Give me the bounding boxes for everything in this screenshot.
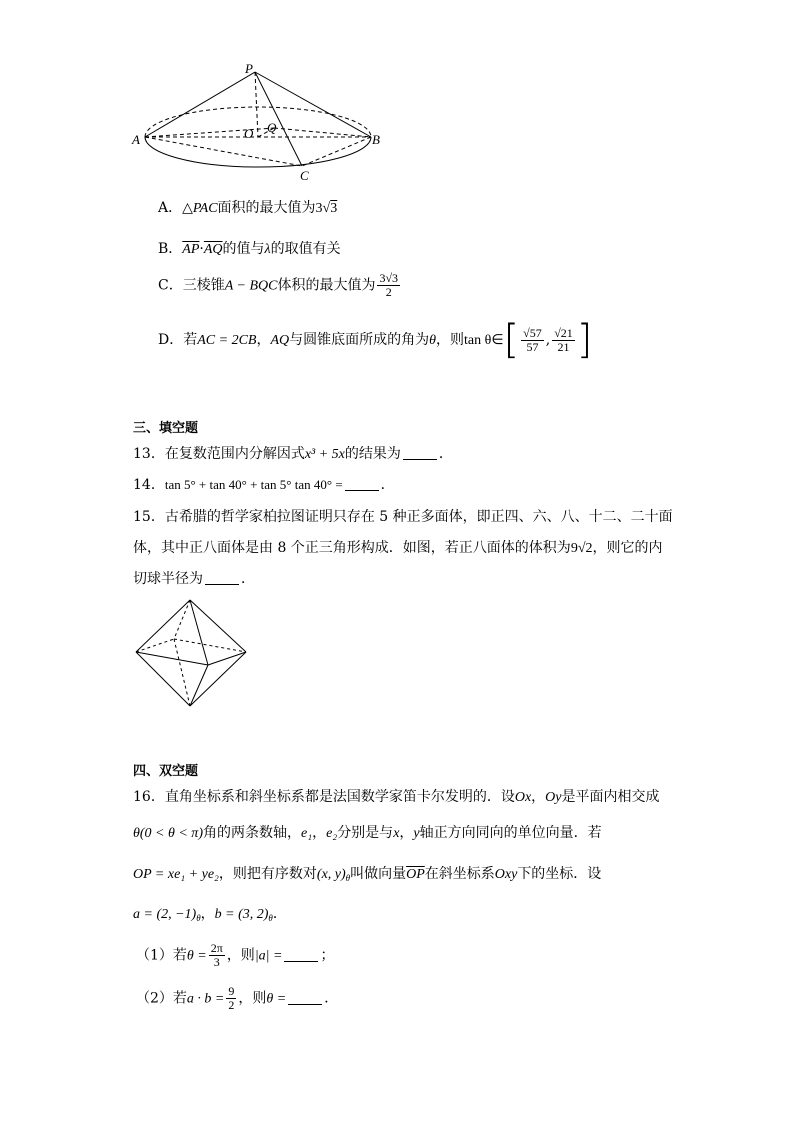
option-a: A．△PAC面积的最大值为3√3	[158, 200, 338, 216]
option-c: C．三棱锥A − BQC体积的最大值为 $\frac{3√3}{2}$	[158, 271, 399, 299]
octahedron-figure	[130, 596, 252, 710]
question-16-line4: a = (2, $-1)_\theta$，b = (3, $2)_\theta$．	[133, 906, 287, 923]
edge-PA	[145, 72, 255, 137]
question-16-part1: （1）若θ = $\frac{2\pi}{3}$ ，则|a| = ；	[136, 941, 335, 969]
question-16-line3: OP = xe₁ + ye₂，则把有序数对(x, $y)_\theta$叫做向量$\overline{OP}$在斜坐标系Oxy下的坐标．设	[133, 866, 602, 883]
label-Q: Q	[267, 120, 277, 135]
option-d: D．若AC = 2CB，AQ与圆锥底面所成的角为θ，则tan θ∈[ $\frac{√57}{57}$ , $\frac{√21}{21}$ ]	[158, 317, 593, 363]
question-15-line3: 切球半径为 ．	[133, 571, 255, 587]
edge-PC	[255, 72, 302, 166]
oct-edge	[136, 600, 190, 652]
answer-blank	[205, 570, 239, 585]
vector-aq: $\overline{AQ}$	[203, 242, 223, 257]
segment-AQ	[145, 128, 274, 137]
oct-hidden-edge	[136, 639, 174, 652]
answer-blank	[403, 445, 437, 460]
question-16-line2: θ(0 < θ < π)角的两条数轴，e₁，e₂分别是与x，y轴正方向同向的单位向量．若	[133, 825, 602, 841]
oct-edge	[190, 600, 246, 652]
label-P: P	[245, 61, 253, 76]
answer-blank	[284, 947, 318, 962]
oct-edge	[190, 600, 208, 665]
option-b: B．$\overline{AP}\cdot\overline{AQ}$的值与λ的取值有关	[158, 241, 341, 257]
question-13: 13．在复数范围内分解因式x³ + 5x的结果为 ．	[133, 446, 453, 462]
answer-blank	[345, 476, 379, 491]
label-B: B	[372, 132, 380, 147]
cone-base-back-dashed-line	[145, 107, 371, 137]
section4-heading: 四、双空题	[133, 764, 199, 779]
oct-hidden-edge	[174, 639, 190, 706]
oct-edge	[190, 665, 208, 706]
oct-edge	[208, 652, 246, 665]
oct-hidden-edge	[174, 639, 246, 652]
label-O: O	[244, 126, 254, 141]
oct-edge	[190, 652, 246, 706]
label-A: A	[132, 132, 140, 147]
label-C: C	[300, 168, 309, 183]
section3-heading: 三、填空题	[133, 421, 199, 436]
question-14: 14．tan 5° + tan 40° + tan 5° tan 40° = ．	[133, 477, 395, 493]
answer-blank	[288, 990, 322, 1005]
question-16-part2: （2）若a · b = $\frac{9}{2}$ ，则θ = ．	[136, 984, 339, 1012]
cone-base-back-dashed	[145, 107, 371, 137]
question-15-line1: 15．古希腊的哲学家柏拉图证明只存在 5 种正多面体，即正四、六、八、十二、二十面	[133, 509, 673, 525]
axis-PO	[255, 72, 258, 137]
oct-hidden-edge	[174, 600, 190, 639]
question-16-line1: 16．直角坐标系和斜坐标系都是法国数学家笛卡尔发明的．设Ox，Oy是平面内相交成	[133, 789, 660, 805]
cone-figure	[128, 58, 388, 186]
question-15-line2: 体，其中正八面体是由 8 个正三角形构成．如图，若正八面体的体积为9√2，则它的内	[133, 540, 663, 556]
segment-AC	[145, 137, 302, 166]
vector-ap: $\overline{AP}$	[182, 242, 200, 257]
segment-BC	[302, 137, 371, 166]
